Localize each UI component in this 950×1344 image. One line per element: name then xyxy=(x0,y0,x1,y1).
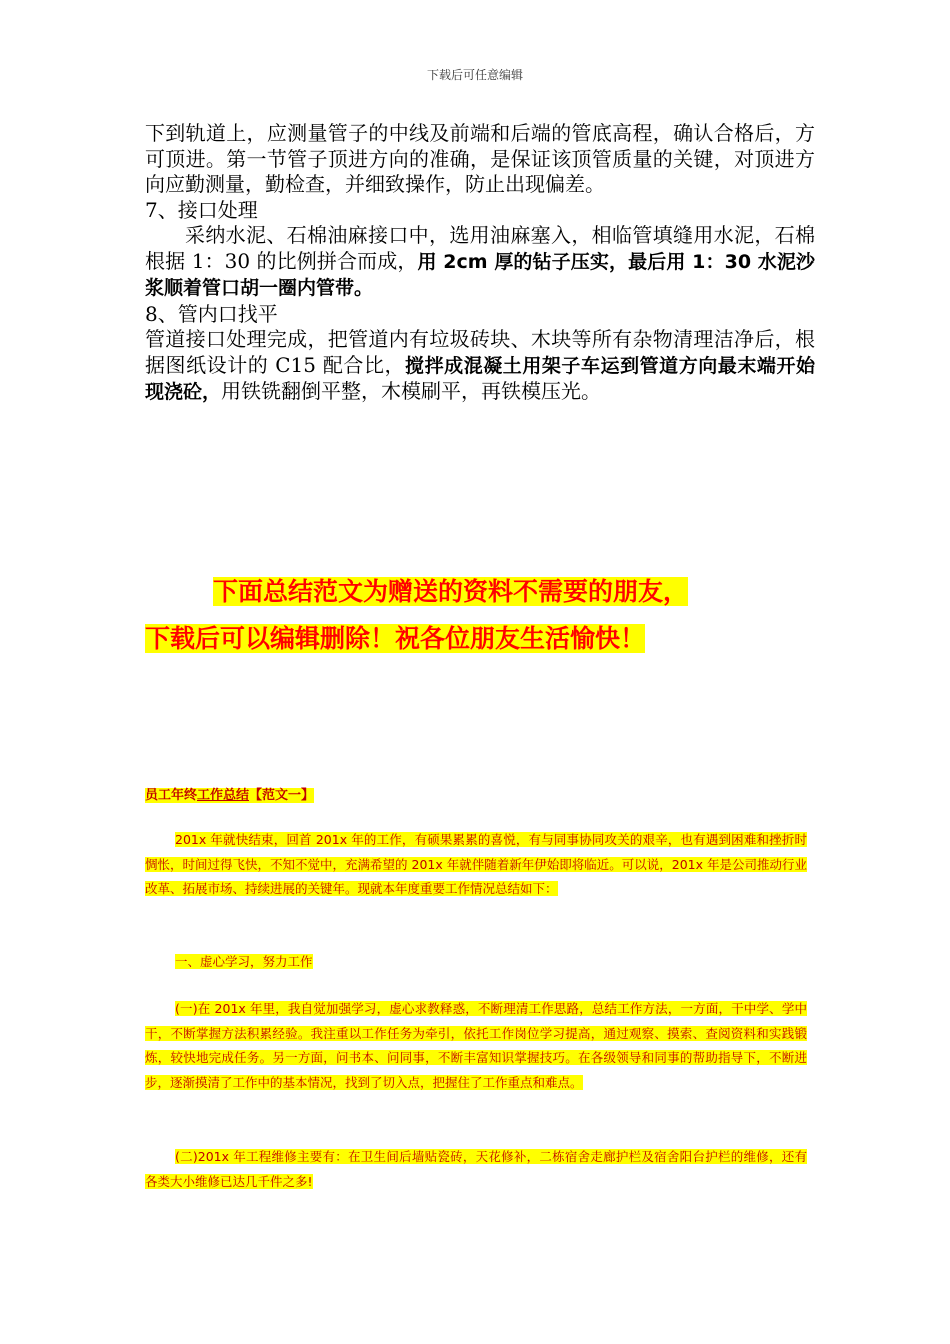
promo-line-1 xyxy=(213,574,863,610)
joint-text-normal: 采纳水泥、石棉油麻接口中，选用油麻塞入，相临管填缝用水泥，石棉根据 1：30 的比例拼合而成， xyxy=(145,223,815,273)
promo-text-2: 下载后可以编辑删除！祝各位朋友生活愉快！ xyxy=(145,624,646,653)
sample-paragraph-1 xyxy=(145,828,807,902)
sample-s1-text: 一、虚心学习，努力工作 xyxy=(175,954,313,969)
heading-joint-treatment: 7、接口处理 xyxy=(145,197,258,222)
sample-title-suffix: 【范文一】 xyxy=(249,788,315,803)
sample-section-heading xyxy=(145,950,807,975)
promo-line-2 xyxy=(145,621,795,657)
sample-p3-text: (二)201x 年工程维修主要有：在卫生间后墙贴瓷砖，天花修补，二栋宿舍走廊护栏及宿舍阳台护栏的维修，还有各类大小维修已达几千件之多! xyxy=(145,1149,807,1189)
sample-title-prefix: 员工年终 xyxy=(145,788,198,803)
sample-p1-text: 201x 年就快结束，回首 201x 年的工作，有硕果累累的喜悦，有与同事协同攻关的艰辛，也有遇到困难和挫折时惆怅，时间过得飞快，不知不觉中，充满希望的 201x 年就伴随着新年伊始即将临近。可以说，201x 年是公司推动行业改革、拓展市场、持续进展的关键年。现就本年度重要工作情况总结如下： xyxy=(145,832,807,896)
paragraph-joint-treatment xyxy=(145,223,815,302)
document-body xyxy=(145,121,815,406)
paragraph-pipe-leveling xyxy=(145,327,815,406)
leveling-text-normal-a: 管道接口处理完成，把管道内有垃圾砖块、木块等所有杂物清理洁净后，根据图纸设计的 C15 配合比， xyxy=(145,327,815,377)
sample-title xyxy=(145,784,807,809)
sample-paragraph-3 xyxy=(145,1145,807,1194)
leveling-text-normal-b: 用铁铣翻倒平整，木模刷平，再铁模压光。 xyxy=(221,379,602,403)
page-header: 下载后可任意编辑 xyxy=(426,68,523,82)
promo-text-1: 下面总结范文为赠送的资料不需要的朋友， xyxy=(213,577,689,606)
joint-text-bold: 用 2cm 厚的钻子压实，最后用 1：30 水泥沙浆顺着管口胡一圈内管带。 xyxy=(145,250,816,299)
sample-title-link[interactable]: 工作总结 xyxy=(197,788,250,803)
leveling-text-bold: 搅拌成混凝土用架子车运到管道方向最末端开始现浇砼， xyxy=(145,354,815,403)
paragraph-jacking: 下到轨道上，应测量管子的中线及前端和后端的管底高程，确认合格后，方可顶进。第一节管子顶进方向的准确，是保证该顶管质量的关键，对顶进方向应勤测量，勤检查，并细致操作，防止出现偏差。 xyxy=(145,121,815,196)
sample-paragraph-2 xyxy=(145,997,807,1095)
heading-pipe-leveling: 8、管内口找平 xyxy=(145,301,278,326)
sample-p2-text: (一)在 201x 年里，我自觉加强学习，虚心求教释惑，不断理清工作思路，总结工作方法，一方面，干中学、学中干，不断掌握方法积累经验。我注重以工作任务为牵引，依托工作岗位学习提高，通过观察、摸索、查阅资料和实践锻炼，较快地完成任务。另一方面，问书本、问同事，不断丰富知识掌握技巧。在各级领导和同事的帮助指导下，不断进步，逐渐摸清了工作中的基本情况，找到了切入点，把握住了工作重点和难点。 xyxy=(145,1001,807,1090)
